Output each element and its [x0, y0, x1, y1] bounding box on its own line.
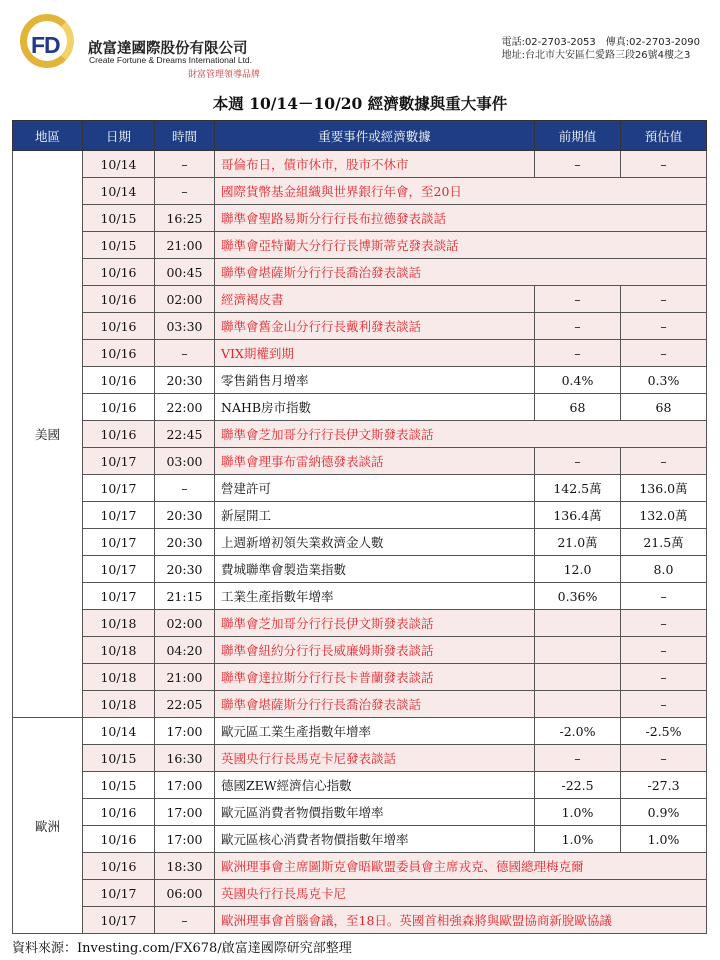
table-row: [13, 637, 707, 664]
table-header-row: [13, 121, 707, 151]
table-row: [13, 475, 707, 502]
table-row: [13, 826, 707, 853]
date-cell: 10/18: [83, 610, 155, 637]
date-cell: 10/18: [83, 664, 155, 691]
previous-value-cell: 68: [535, 394, 621, 421]
time-cell: 18:30: [155, 853, 215, 880]
page-title: 本週 10/14－10/20 經濟數據與重大事件: [212, 94, 508, 113]
table-row: [13, 610, 707, 637]
date-cell: 10/16: [83, 367, 155, 394]
forecast-value-cell: –: [621, 286, 707, 313]
event-cell: 歐元區核心消費者物價指數年增率: [215, 826, 535, 853]
event-cell: 零售銷售月增率: [215, 367, 535, 394]
company-name-cn: 啟富達國際股份有限公司: [88, 41, 248, 57]
event-cell: NAHB房市指數: [215, 394, 535, 421]
header-region: 地區: [13, 121, 83, 151]
table-row: [13, 313, 707, 340]
logo-text: FD: [31, 32, 60, 58]
date-cell: 10/16: [83, 286, 155, 313]
event-cell: 聯準會舊金山分行行長戴利發表談話: [215, 313, 535, 340]
time-cell: –: [155, 340, 215, 367]
date-cell: 10/17: [83, 475, 155, 502]
forecast-value-cell: 136.0萬: [621, 475, 707, 502]
event-cell: 德國ZEW經濟信心指數: [215, 772, 535, 799]
date-cell: 10/16: [83, 259, 155, 286]
time-cell: 04:20: [155, 637, 215, 664]
previous-value-cell: 12.0: [535, 556, 621, 583]
forecast-value-cell: 0.9%: [621, 799, 707, 826]
time-cell: –: [155, 475, 215, 502]
time-cell: –: [155, 151, 215, 178]
forecast-value-cell: –: [621, 151, 707, 178]
previous-value-cell: –: [535, 151, 621, 178]
table-row: [13, 853, 707, 880]
time-cell: 03:00: [155, 448, 215, 475]
event-cell: 英國央行行長馬克卡尼發表談話: [215, 745, 535, 772]
previous-value-cell: –: [535, 313, 621, 340]
date-cell: 10/17: [83, 880, 155, 907]
time-cell: 00:45: [155, 259, 215, 286]
table-row: [13, 907, 707, 934]
table-row: [13, 448, 707, 475]
table-row: [13, 286, 707, 313]
forecast-value-cell: –: [621, 448, 707, 475]
time-cell: 17:00: [155, 772, 215, 799]
table-row: [13, 394, 707, 421]
date-cell: 10/18: [83, 691, 155, 718]
time-cell: 21:00: [155, 232, 215, 259]
forecast-value-cell: –: [621, 664, 707, 691]
event-cell: 經濟褐皮書: [215, 286, 535, 313]
time-cell: 21:15: [155, 583, 215, 610]
table-row: [13, 745, 707, 772]
previous-value-cell: –: [535, 340, 621, 367]
table-row: [13, 178, 707, 205]
time-cell: –: [155, 907, 215, 934]
source-note: 資料來源：Investing.com/FX678/啟富達國際研究部整理: [12, 941, 352, 956]
event-cell: 歐元區工業生產指數年增率: [215, 718, 535, 745]
header-date: 日期: [83, 121, 155, 151]
previous-value-cell: [535, 691, 621, 718]
time-cell: 22:05: [155, 691, 215, 718]
event-cell: 新屋開工: [215, 502, 535, 529]
header-previous: 前期值: [535, 121, 621, 151]
contact-info: [502, 36, 700, 62]
date-cell: 10/15: [83, 745, 155, 772]
address: 地址:台北市大安區仁愛路三段26號4樓之3: [501, 50, 691, 61]
forecast-value-cell: –: [621, 583, 707, 610]
table-row: [13, 556, 707, 583]
company-tagline: 財富管理領導品牌: [188, 70, 261, 80]
time-cell: 22:45: [155, 421, 215, 448]
event-cell: 營建許可: [215, 475, 535, 502]
event-cell: 歐洲理事會首腦會議，至18日。英國首相強森將與歐盟協商新脫歐協議: [215, 907, 707, 934]
date-cell: 10/16: [83, 799, 155, 826]
date-cell: 10/16: [83, 313, 155, 340]
forecast-value-cell: 1.0%: [621, 826, 707, 853]
date-cell: 10/15: [83, 232, 155, 259]
table-row: [13, 421, 707, 448]
event-cell: VIX期權到期: [215, 340, 535, 367]
previous-value-cell: 0.4%: [535, 367, 621, 394]
forecast-value-cell: 21.5萬: [621, 529, 707, 556]
event-cell: 費城聯準會製造業指數: [215, 556, 535, 583]
previous-value-cell: –: [535, 286, 621, 313]
time-cell: 16:30: [155, 745, 215, 772]
header-time: 時間: [155, 121, 215, 151]
forecast-value-cell: –: [621, 691, 707, 718]
time-cell: 20:30: [155, 367, 215, 394]
table-row: [13, 799, 707, 826]
date-cell: 10/17: [83, 583, 155, 610]
previous-value-cell: –: [535, 448, 621, 475]
previous-value-cell: -2.0%: [535, 718, 621, 745]
forecast-value-cell: 8.0: [621, 556, 707, 583]
region-cell: 美國: [13, 151, 83, 718]
event-cell: 國際貨幣基金組織與世界銀行年會，至20日: [215, 178, 707, 205]
table-row: [13, 232, 707, 259]
event-cell: 聯準會聖路易斯分行行長布拉德發表談話: [215, 205, 707, 232]
previous-value-cell: 1.0%: [535, 799, 621, 826]
table-row: [13, 340, 707, 367]
date-cell: 10/15: [83, 205, 155, 232]
table-row: [13, 772, 707, 799]
event-cell: 聯準會堪薩斯分行行長喬治發表談話: [215, 259, 707, 286]
table-row: [13, 259, 707, 286]
previous-value-cell: –: [535, 745, 621, 772]
event-cell: 聯準會達拉斯分行行長卡普蘭發表談話: [215, 664, 535, 691]
event-cell: 上週新增初領失業救濟金人數: [215, 529, 535, 556]
date-cell: 10/14: [83, 151, 155, 178]
date-cell: 10/17: [83, 907, 155, 934]
header-forecast: 預估值: [621, 121, 707, 151]
time-cell: 20:30: [155, 502, 215, 529]
previous-value-cell: 1.0%: [535, 826, 621, 853]
forecast-value-cell: –: [621, 610, 707, 637]
company-name-en: Create Fortune & Dreams International Ltd.: [89, 55, 252, 65]
phone-fax: 電話:02-2703-2053 傳真:02-2703-2090: [501, 37, 700, 48]
previous-value-cell: 142.5萬: [535, 475, 621, 502]
date-cell: 10/17: [83, 448, 155, 475]
event-cell: 聯準會亞特蘭大分行行長博斯蒂克發表談話: [215, 232, 707, 259]
time-cell: 17:00: [155, 799, 215, 826]
time-cell: 22:00: [155, 394, 215, 421]
date-cell: 10/16: [83, 394, 155, 421]
time-cell: 16:25: [155, 205, 215, 232]
table-row: [13, 367, 707, 394]
table-row: [13, 691, 707, 718]
date-cell: 10/18: [83, 637, 155, 664]
table-row: [13, 151, 707, 178]
time-cell: 17:00: [155, 826, 215, 853]
date-cell: 10/16: [83, 340, 155, 367]
event-cell: 聯準會芝加哥分行行長伊文斯發表談話: [215, 421, 707, 448]
event-cell: 工業生產指數年增率: [215, 583, 535, 610]
table-body: [13, 151, 707, 934]
date-cell: 10/14: [83, 718, 155, 745]
time-cell: 06:00: [155, 880, 215, 907]
date-cell: 10/17: [83, 502, 155, 529]
previous-value-cell: 21.0萬: [535, 529, 621, 556]
date-cell: 10/14: [83, 178, 155, 205]
date-cell: 10/17: [83, 556, 155, 583]
forecast-value-cell: -2.5%: [621, 718, 707, 745]
forecast-value-cell: 68: [621, 394, 707, 421]
table-row: [13, 664, 707, 691]
forecast-value-cell: –: [621, 340, 707, 367]
previous-value-cell: [535, 664, 621, 691]
date-cell: 10/16: [83, 853, 155, 880]
time-cell: 02:00: [155, 286, 215, 313]
forecast-value-cell: –: [621, 313, 707, 340]
table-row: [13, 718, 707, 745]
time-cell: 17:00: [155, 718, 215, 745]
table-row: [13, 880, 707, 907]
table-row: [13, 529, 707, 556]
events-table: [12, 120, 707, 934]
page-header: [0, 0, 720, 90]
previous-value-cell: [535, 637, 621, 664]
time-cell: 03:30: [155, 313, 215, 340]
event-cell: 歐元區消費者物價指數年增率: [215, 799, 535, 826]
event-cell: 聯準會理事布雷納德發表談話: [215, 448, 535, 475]
date-cell: 10/16: [83, 826, 155, 853]
previous-value-cell: -22.5: [535, 772, 621, 799]
time-cell: 02:00: [155, 610, 215, 637]
date-cell: 10/17: [83, 529, 155, 556]
time-cell: 20:30: [155, 556, 215, 583]
forecast-value-cell: 0.3%: [621, 367, 707, 394]
forecast-value-cell: 132.0萬: [621, 502, 707, 529]
event-cell: 聯準會紐約分行行長威廉姆斯發表談話: [215, 637, 535, 664]
header-event: 重要事件或經濟數據: [215, 121, 535, 151]
forecast-value-cell: –: [621, 637, 707, 664]
region-cell: 歐洲: [13, 718, 83, 934]
table-row: [13, 583, 707, 610]
table-row: [13, 502, 707, 529]
time-cell: 20:30: [155, 529, 215, 556]
event-cell: 歐洲理事會主席圖斯克會晤歐盟委員會主席戎克、德國總理梅克爾: [215, 853, 707, 880]
time-cell: 21:00: [155, 664, 215, 691]
time-cell: –: [155, 178, 215, 205]
date-cell: 10/16: [83, 421, 155, 448]
previous-value-cell: 136.4萬: [535, 502, 621, 529]
forecast-value-cell: –: [621, 745, 707, 772]
event-cell: 聯準會芝加哥分行行長伊文斯發表談話: [215, 610, 535, 637]
date-cell: 10/15: [83, 772, 155, 799]
table-row: [13, 205, 707, 232]
previous-value-cell: [535, 610, 621, 637]
event-cell: 聯準會堪薩斯分行行長喬治發表談話: [215, 691, 535, 718]
event-cell: 哥倫布日，債市休市，股市不休市: [215, 151, 535, 178]
forecast-value-cell: -27.3: [621, 772, 707, 799]
previous-value-cell: 0.36%: [535, 583, 621, 610]
event-cell: 英國央行行長馬克卡尼: [215, 880, 707, 907]
